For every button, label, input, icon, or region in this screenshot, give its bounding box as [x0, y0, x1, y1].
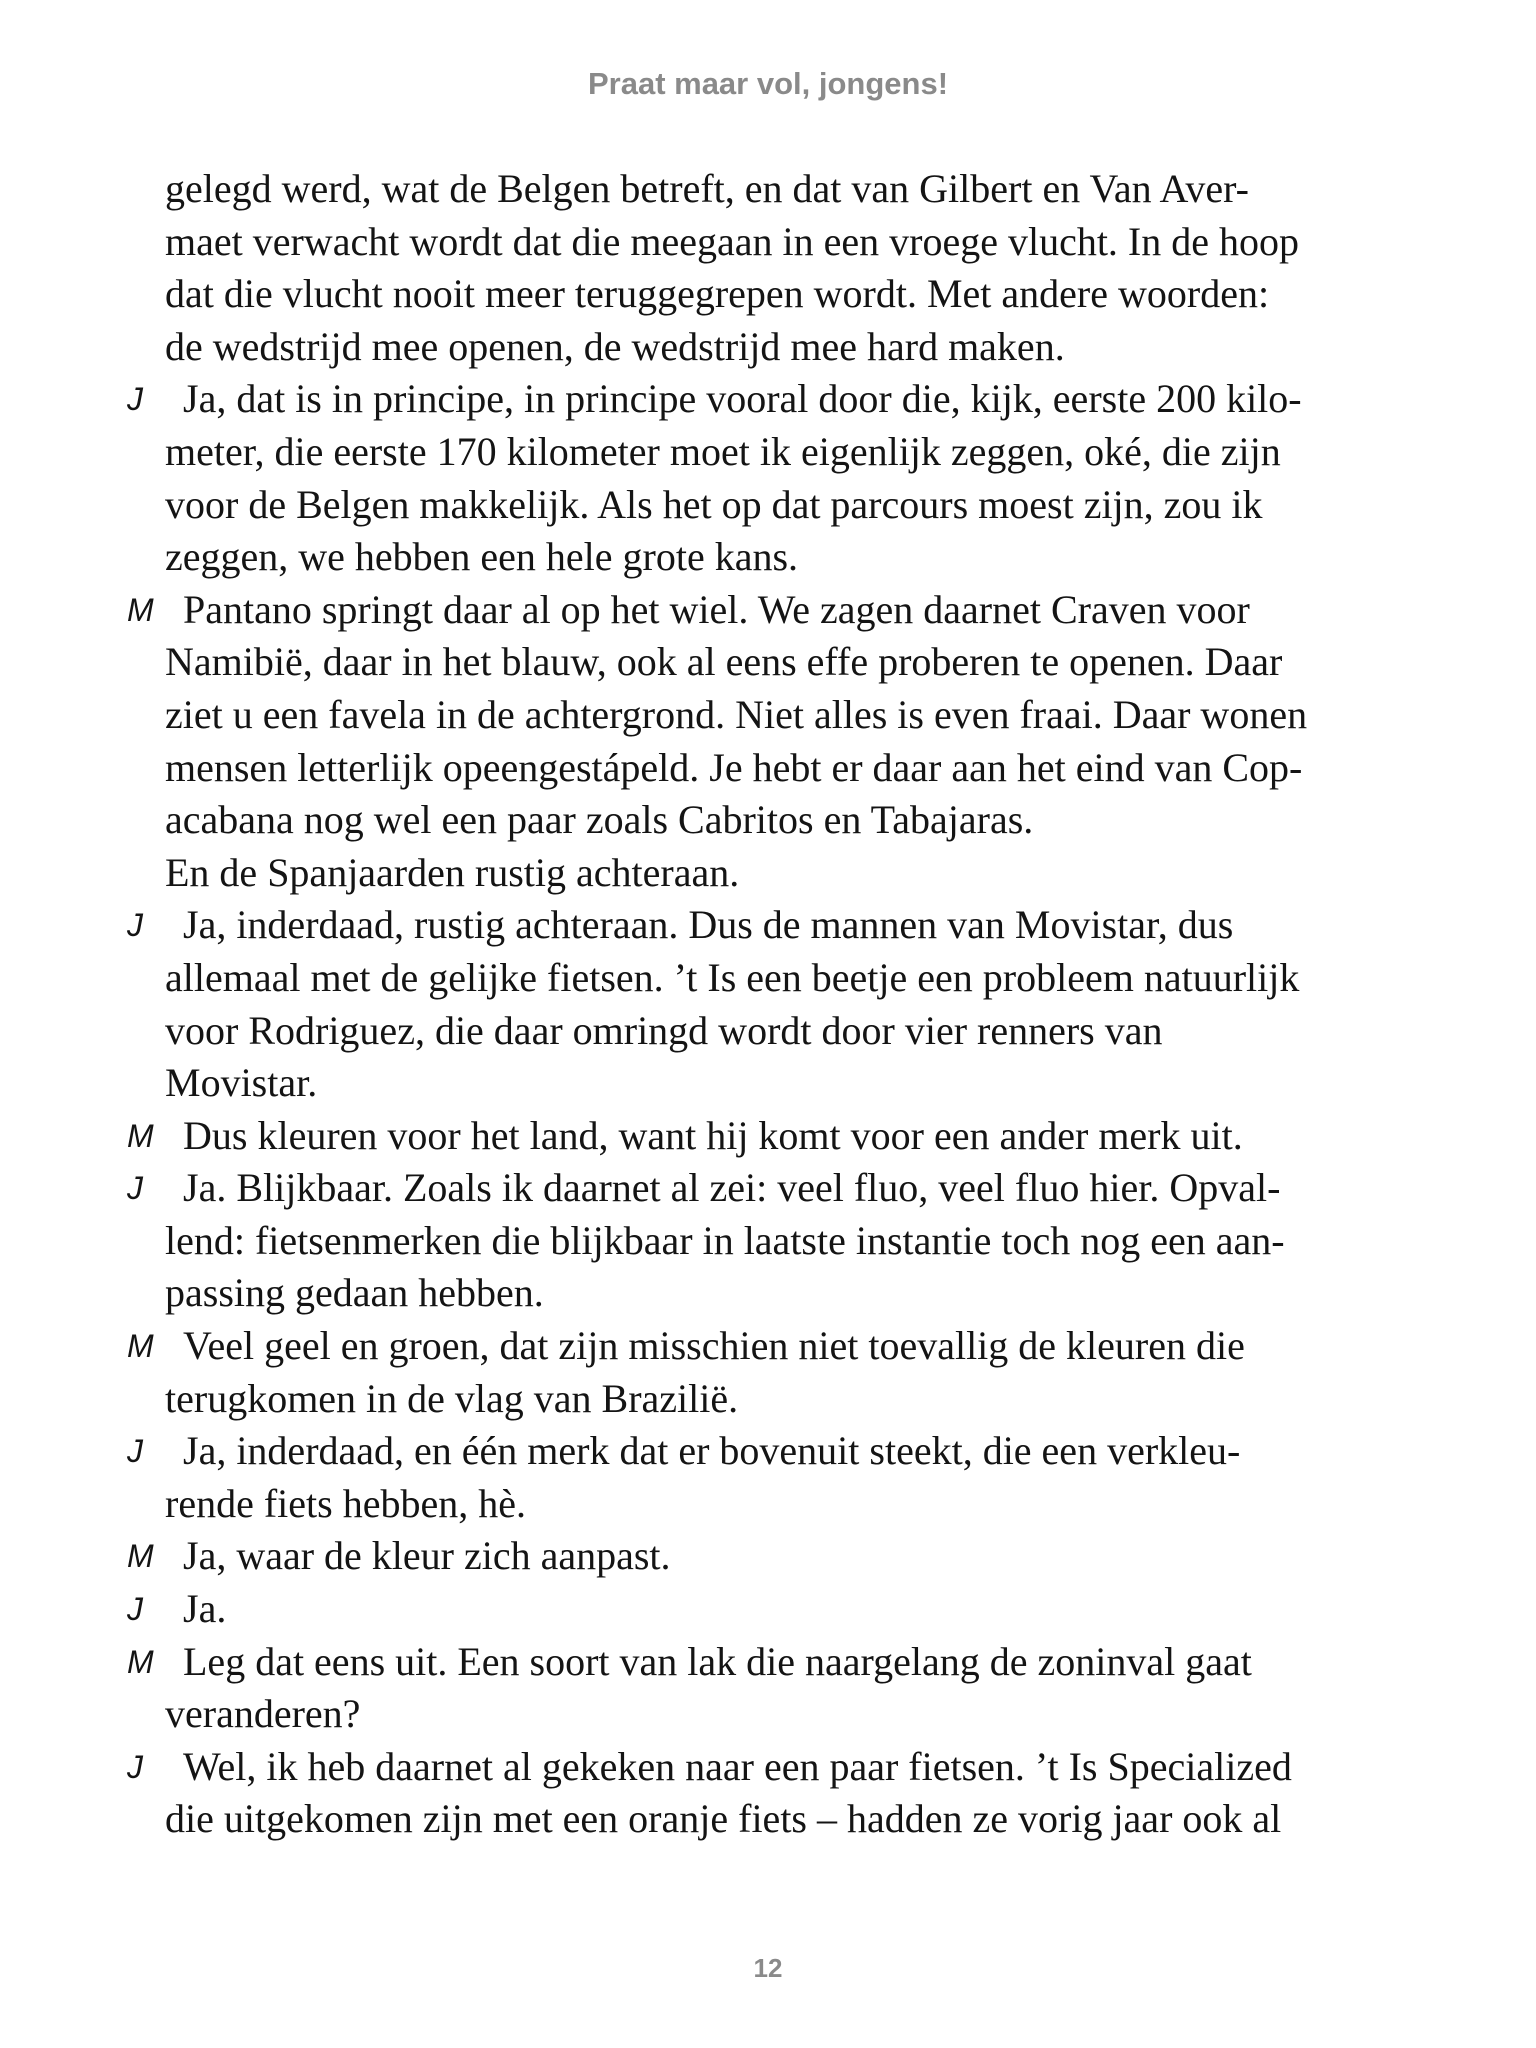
text-line: Ja, dat is in principe, in principe vooral door die, kijk, eerste 200 kilo- — [183, 376, 1302, 422]
text-line: meter, die eerste 170 kilometer moet ik eigenlijk zeggen, oké, die zijn — [165, 428, 1281, 474]
speaker-label: J — [127, 381, 143, 418]
text-line: En de Spanjaarden rustig achteraan. — [165, 849, 740, 895]
dialogue-paragraph — [127, 1320, 1425, 1425]
dialogue-paragraph — [127, 1741, 1425, 1846]
text-line: die uitgekomen zijn met een oranje fiets – hadden ze vorig jaar ook al — [165, 1796, 1282, 1842]
text-line: Ja, inderdaad, rustig achteraan. Dus de mannen van Movistar, dus — [183, 902, 1234, 948]
text-line: Ja, inderdaad, en één merk dat er bovenuit steekt, die een verkleu- — [183, 1428, 1241, 1474]
text-line: mensen letterlijk opeengestápeld. Je hebt er daar aan het eind van Cop- — [165, 744, 1303, 790]
text-line: Leg dat eens uit. Een soort van lak die naargelang de zoninval gaat — [183, 1638, 1252, 1684]
dialogue-paragraph — [127, 899, 1425, 1109]
text-line: Pantano springt daar al op het wiel. We zagen daarnet Craven voor — [183, 586, 1250, 632]
text-line: acabana nog wel een paar zoals Cabritos en Tabajaras. — [165, 797, 1034, 843]
text-line: Ja. — [183, 1586, 227, 1632]
text-line: Ja. Blijkbaar. Zoals ik daarnet al zei: veel fluo, veel fluo hier. Opval- — [183, 1165, 1281, 1211]
text-line: Movistar. — [165, 1060, 318, 1106]
page-number: 12 — [753, 1953, 783, 1983]
text-line: zeggen, we hebben een hele grote kans. — [165, 534, 799, 580]
text-line: Veel geel en groen, dat zijn misschien niet toevallig de kleuren die — [183, 1323, 1245, 1369]
speaker-label: J — [127, 1748, 143, 1785]
text-line: voor de Belgen makkelijk. Als het op dat parcours moest zijn, zou ik — [165, 481, 1263, 527]
speaker-label: M — [127, 1538, 154, 1575]
dialogue-paragraph — [127, 584, 1425, 900]
text-line: Namibië, daar in het blauw, ook al eens effe proberen te openen. Daar — [165, 639, 1283, 685]
dialogue-paragraph — [127, 1162, 1425, 1320]
text-line: maet verwacht wordt dat die meegaan in een vroege vlucht. In de hoop — [165, 218, 1300, 264]
dialogue-paragraph — [127, 1636, 1425, 1741]
body-text — [127, 163, 1425, 1846]
text-line: passing gedaan hebben. — [165, 1270, 544, 1316]
text-line: gelegd werd, wat de Belgen betreft, en dat van Gilbert en Van Aver- — [165, 166, 1249, 211]
dialogue-paragraph — [127, 1425, 1425, 1530]
speaker-label: M — [127, 1643, 154, 1680]
text-line: dat die vlucht nooit meer teruggegrepen wordt. Met andere woorden: — [165, 271, 1270, 317]
paragraph-continuation — [165, 163, 1425, 373]
speaker-label: M — [127, 1117, 154, 1154]
text-line: allemaal met de gelijke fietsen. ’t Is een beetje een probleem natuurlijk — [165, 954, 1300, 1000]
speaker-label: J — [127, 907, 143, 944]
text-line: Wel, ik heb daarnet al gekeken naar een paar fietsen. ’t Is Specialized — [183, 1743, 1292, 1789]
text-line: de wedstrijd mee openen, de wedstrijd mee hard maken. — [165, 323, 1065, 369]
text-line: terugkomen in de vlag van Brazilië. — [165, 1375, 739, 1421]
dialogue-paragraph — [127, 373, 1425, 583]
text-line: voor Rodriguez, die daar omringd wordt door vier renners van — [165, 1007, 1163, 1053]
dialogue-paragraph — [127, 1110, 1425, 1163]
running-header: Praat maar vol, jongens! — [587, 66, 949, 101]
dialogue-paragraph — [127, 1530, 1425, 1583]
text-line: rende fiets hebben, hè. — [165, 1480, 526, 1526]
text-line: ziet u een favela in de achtergrond. Niet alles is even fraai. Daar wonen — [165, 691, 1308, 737]
speaker-label: M — [127, 591, 154, 628]
text-line: veranderen? — [165, 1691, 361, 1737]
text-line: Dus kleuren voor het land, want hij komt voor een ander merk uit. — [183, 1112, 1243, 1158]
speaker-label: J — [127, 1170, 143, 1207]
speaker-label: J — [127, 1591, 143, 1628]
text-line: lend: fietsenmerken die blijkbaar in laatste instantie toch nog een aan- — [165, 1217, 1285, 1263]
speaker-label: M — [127, 1328, 154, 1365]
speaker-label: J — [127, 1433, 143, 1470]
text-line: Ja, waar de kleur zich aanpast. — [183, 1533, 671, 1579]
dialogue-paragraph — [127, 1583, 1425, 1636]
